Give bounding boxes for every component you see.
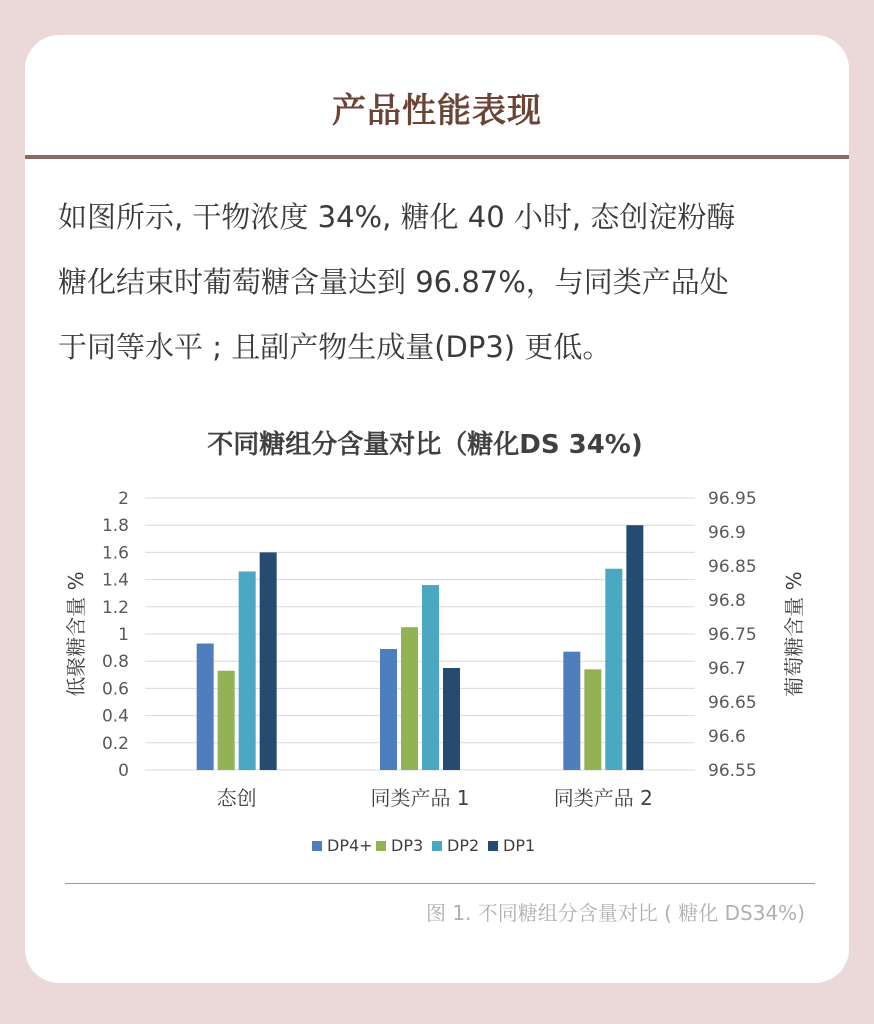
y2-axis-label: 葡萄糖含量 % (782, 571, 806, 697)
legend-label: DP2 (447, 836, 480, 855)
y2-tick-label: 96.75 (708, 625, 757, 645)
bar-dp1-1 (260, 552, 277, 770)
y2-tick-label: 96.6 (708, 727, 746, 747)
bar-dp4plus-3 (563, 652, 580, 770)
bar-dp2-2 (422, 585, 439, 770)
paragraph-line-2: 糖化结束时葡萄糖含量达到 96.87%，与同类产品处 (58, 265, 729, 299)
bar-dp3-1 (218, 671, 235, 770)
content-card (25, 35, 849, 983)
legend-swatch (432, 841, 442, 851)
y2-tick-label: 96.85 (708, 557, 757, 577)
bar-dp4plus-1 (197, 644, 214, 770)
y-tick-label: 1 (118, 625, 129, 645)
y2-tick-label: 96.65 (708, 693, 757, 713)
y2-tick-label: 96.8 (708, 591, 746, 611)
category-label: 同类产品 2 (553, 786, 653, 810)
y-tick-label: 1.4 (101, 570, 129, 591)
paragraph-line-3: 于同等水平 ; 且副产物生成量(DP3) 更低。 (58, 330, 612, 364)
legend-label: DP4+ (327, 836, 373, 855)
y-tick-label: 0 (118, 761, 129, 781)
legend-swatch (488, 841, 498, 851)
bar-dp4plus-2 (380, 649, 397, 770)
title-divider (25, 155, 849, 159)
y-tick-label: 1.8 (101, 516, 129, 537)
y-tick-label: 0.8 (101, 652, 129, 673)
y-tick-label: 0.6 (101, 679, 129, 700)
y2-tick-label: 96.55 (708, 761, 757, 781)
bar-dp3-2 (401, 627, 418, 770)
y-tick-label: 0.4 (101, 706, 129, 727)
bar-dp2-3 (605, 569, 622, 770)
legend-label: DP1 (503, 836, 536, 855)
y-tick-label: 0.2 (101, 733, 129, 754)
chart-title: 不同糖组分含量对比（糖化DS 34%) (207, 430, 643, 460)
page-title: 产品性能表现 (332, 91, 542, 131)
caption-divider (65, 883, 815, 884)
chart-legend (312, 836, 535, 855)
y-axis-label: 低聚糖含量 % (64, 571, 88, 697)
legend-label: DP3 (391, 836, 424, 855)
y-tick-label: 2 (118, 489, 129, 509)
category-label: 同类产品 1 (370, 786, 470, 810)
description-paragraph (58, 185, 818, 380)
bar-dp1-2 (443, 668, 460, 770)
bar-dp3-3 (584, 669, 601, 770)
left-axis-ticks (102, 489, 129, 781)
sugar-composition-chart (25, 415, 849, 875)
y2-tick-label: 96.7 (708, 659, 746, 679)
legend-swatch (376, 841, 386, 851)
figure-caption: 图 1. 不同糖组分含量对比 ( 糖化 DS34%) (425, 901, 805, 925)
y2-tick-label: 96.9 (708, 523, 746, 543)
category-label: 态创 (216, 786, 257, 810)
right-axis-ticks (708, 489, 757, 781)
legend-swatch (312, 841, 322, 851)
y2-tick-label: 96.95 (708, 489, 757, 509)
category-labels (217, 786, 653, 810)
bar-dp2-1 (239, 571, 256, 770)
y-tick-label: 1.6 (101, 543, 129, 564)
bars (197, 525, 644, 770)
bar-dp1-3 (626, 525, 643, 770)
paragraph-line-1: 如图所示, 干物浓度 34%, 糖化 40 小时, 态创淀粉酶 (58, 200, 736, 234)
y-tick-label: 1.2 (101, 597, 129, 618)
